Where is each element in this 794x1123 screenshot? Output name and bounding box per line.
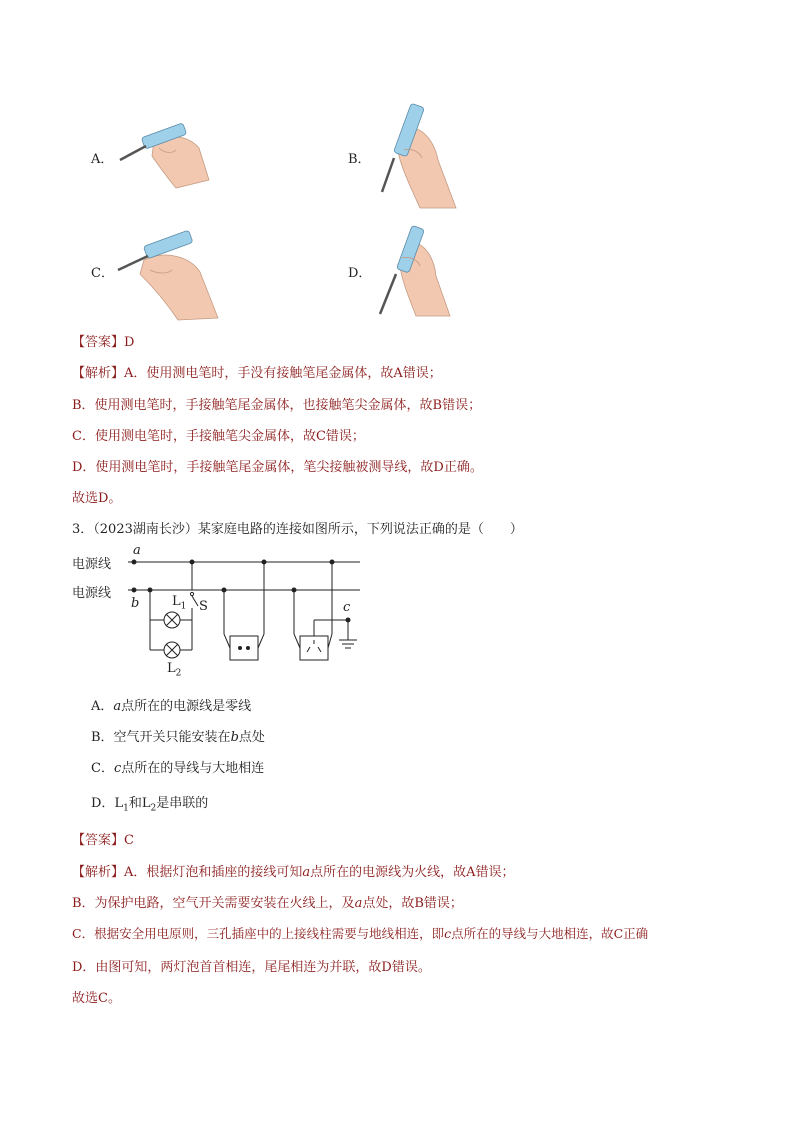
lamp-2-sub: 2: [175, 668, 182, 679]
q3-line1-pre: A．根据灯泡和插座的接线可知: [124, 865, 303, 880]
q2-analysis-line-1: [72, 362, 442, 381]
q3-line2-var: a: [354, 896, 363, 911]
q3-line1-post: 点所在的电源线为火线，故A错误；: [310, 865, 515, 880]
q3-line3-pre: C．根据安全用电原则，三孔插座中的上接线柱需要与地线相连，即: [72, 926, 445, 941]
q3-line3-post: 点所在的导线与大地相连，故C正确: [451, 926, 649, 941]
lamp-1-sub: 1: [180, 601, 187, 612]
q3-stem: 3．（2023湖南长沙）某家庭电路的连接如图所示，下列说法正确的是（ ）: [72, 522, 523, 537]
switch-s: [192, 596, 198, 606]
q3-line2-post: 点处，故B错误；: [362, 896, 463, 911]
q3-conclusion: 故选C。: [72, 991, 121, 1006]
q2-analysis-line-4: D．使用测电笔时，手接触笔尾金属体，笔尖接触被测导线，故D正确。: [72, 460, 483, 475]
answer-tag: 【答案】: [72, 335, 125, 350]
option-d-l1: L: [114, 796, 124, 811]
option-a-text: 点所在的电源线是零线: [121, 699, 252, 714]
option-d-l1-sub: 1: [123, 803, 129, 814]
switch-label: S: [199, 599, 208, 614]
q3-option-a: [91, 695, 251, 714]
option-b-label: B．: [348, 152, 371, 167]
point-b-label: b: [131, 596, 140, 611]
q3-option-b: [91, 726, 265, 745]
option-a-var: a: [113, 699, 122, 714]
analysis-tag: 【解析】: [72, 865, 125, 880]
q2-answer: [72, 331, 134, 350]
test-pen-hand-b-icon: [372, 100, 462, 212]
q2-conclusion: 故选D。: [72, 491, 122, 506]
q3-line1-var: a: [302, 865, 311, 880]
q3-analysis-line-1: [72, 861, 515, 880]
circuit-diagram: [120, 550, 370, 670]
q2-analysis-line-2: B．使用测电笔时，手接触笔尾金属体，也接触笔尖金属体，故B错误；: [72, 398, 482, 413]
test-pen-hand-d-icon: [372, 224, 456, 320]
q3-analysis-line-4: D．由图可知，两灯泡首首相连，尾尾相连为并联，故D错误。: [72, 960, 431, 975]
test-pen-hand-a-icon: [114, 118, 214, 193]
power-line-1-label: 电源线: [72, 557, 112, 572]
option-b-var: b: [230, 730, 239, 745]
q3-option-c: [91, 757, 264, 776]
analysis-text: A．使用测电笔时，手没有接触笔尾金属体，故A错误；: [124, 366, 442, 381]
answer-tag: 【答案】: [72, 833, 125, 848]
option-d-l2-sub: 2: [150, 803, 157, 814]
q3-analysis-line-3: [72, 924, 648, 942]
answer-value: D: [124, 335, 135, 350]
option-c-var: c: [113, 761, 122, 776]
q3-answer: [72, 829, 134, 848]
option-d-label: D．: [348, 266, 372, 281]
test-pen-hand-c-icon: [114, 230, 224, 322]
point-c-label: c: [343, 600, 351, 615]
point-a-label: a: [133, 543, 141, 558]
option-d-mid: 和: [128, 796, 142, 811]
power-line-2-label: 电源线: [72, 586, 112, 601]
option-c-label: C．: [91, 266, 114, 281]
q3-line3-var: c: [444, 926, 452, 941]
two-hole-socket: [230, 636, 258, 660]
option-d-l2: L: [141, 796, 151, 811]
answer-value: C: [124, 833, 134, 848]
q3-analysis-line-2: [72, 892, 463, 911]
q2-analysis-line-3: C．使用测电笔时，手接触笔尖金属体，故C错误；: [72, 429, 365, 444]
option-c-text: 点所在的导线与大地相连: [121, 761, 265, 776]
q3-line2-pre: B．为保护电路，空气开关需要安装在火线上，及: [72, 896, 355, 911]
option-a-label: A．: [91, 152, 114, 167]
option-b-text: 点处: [238, 730, 265, 745]
lamp-2-letter: L: [167, 661, 176, 676]
option-d-text: 是串联的: [156, 796, 209, 811]
option-d-prefix: D．: [91, 796, 115, 811]
q3-option-d: [91, 792, 208, 814]
option-c-prefix: C．: [91, 761, 114, 776]
lamp-1-letter: L: [172, 594, 181, 609]
option-b-prefix: B．空气开关只能安装在: [91, 730, 231, 745]
analysis-tag: 【解析】: [72, 366, 125, 381]
three-hole-socket: [300, 636, 328, 660]
option-a-prefix: A．: [91, 699, 114, 714]
